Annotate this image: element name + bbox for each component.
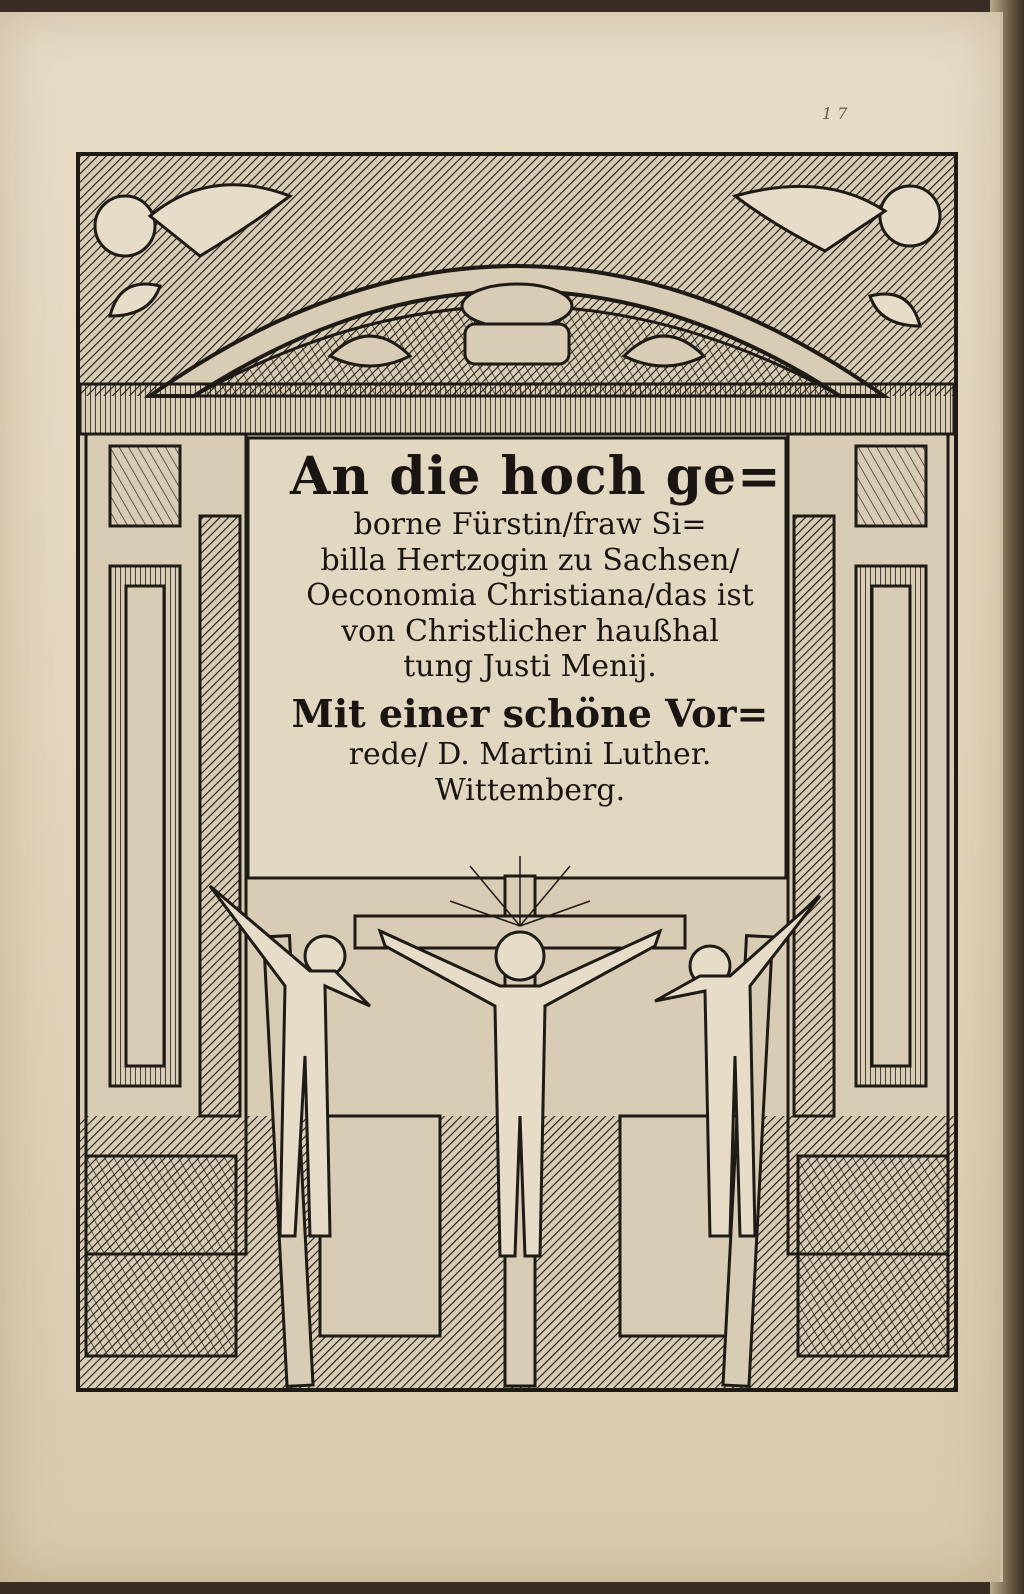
title-line: borne Fürstin/fraw Si= (353, 507, 707, 543)
imprint-place: Wittemberg. (434, 772, 626, 808)
entablature (80, 384, 954, 434)
left-altar (320, 1116, 440, 1336)
title-line: billa Hertzogin zu Sachsen/ (320, 542, 740, 578)
woodcut-frame (76, 152, 958, 1392)
title-line: An die hoch ge= (290, 446, 782, 507)
right-pedestal (798, 1156, 948, 1356)
handwritten-folio-mark: 1 7 (822, 104, 848, 123)
subtitle-line: Mit einer schöne Vor= (291, 691, 769, 737)
title-line: von Christlicher haußhal (341, 613, 719, 649)
crucifixion-scene-icon (210, 856, 820, 1386)
left-pedestal (86, 1156, 236, 1356)
title-line: Oeconomia Christiana/das ist (306, 578, 754, 614)
subtitle-line: rede/ D. Martini Luther. (348, 737, 712, 773)
title-text (290, 446, 782, 808)
title-line: tung Justi Menij. (403, 648, 657, 684)
